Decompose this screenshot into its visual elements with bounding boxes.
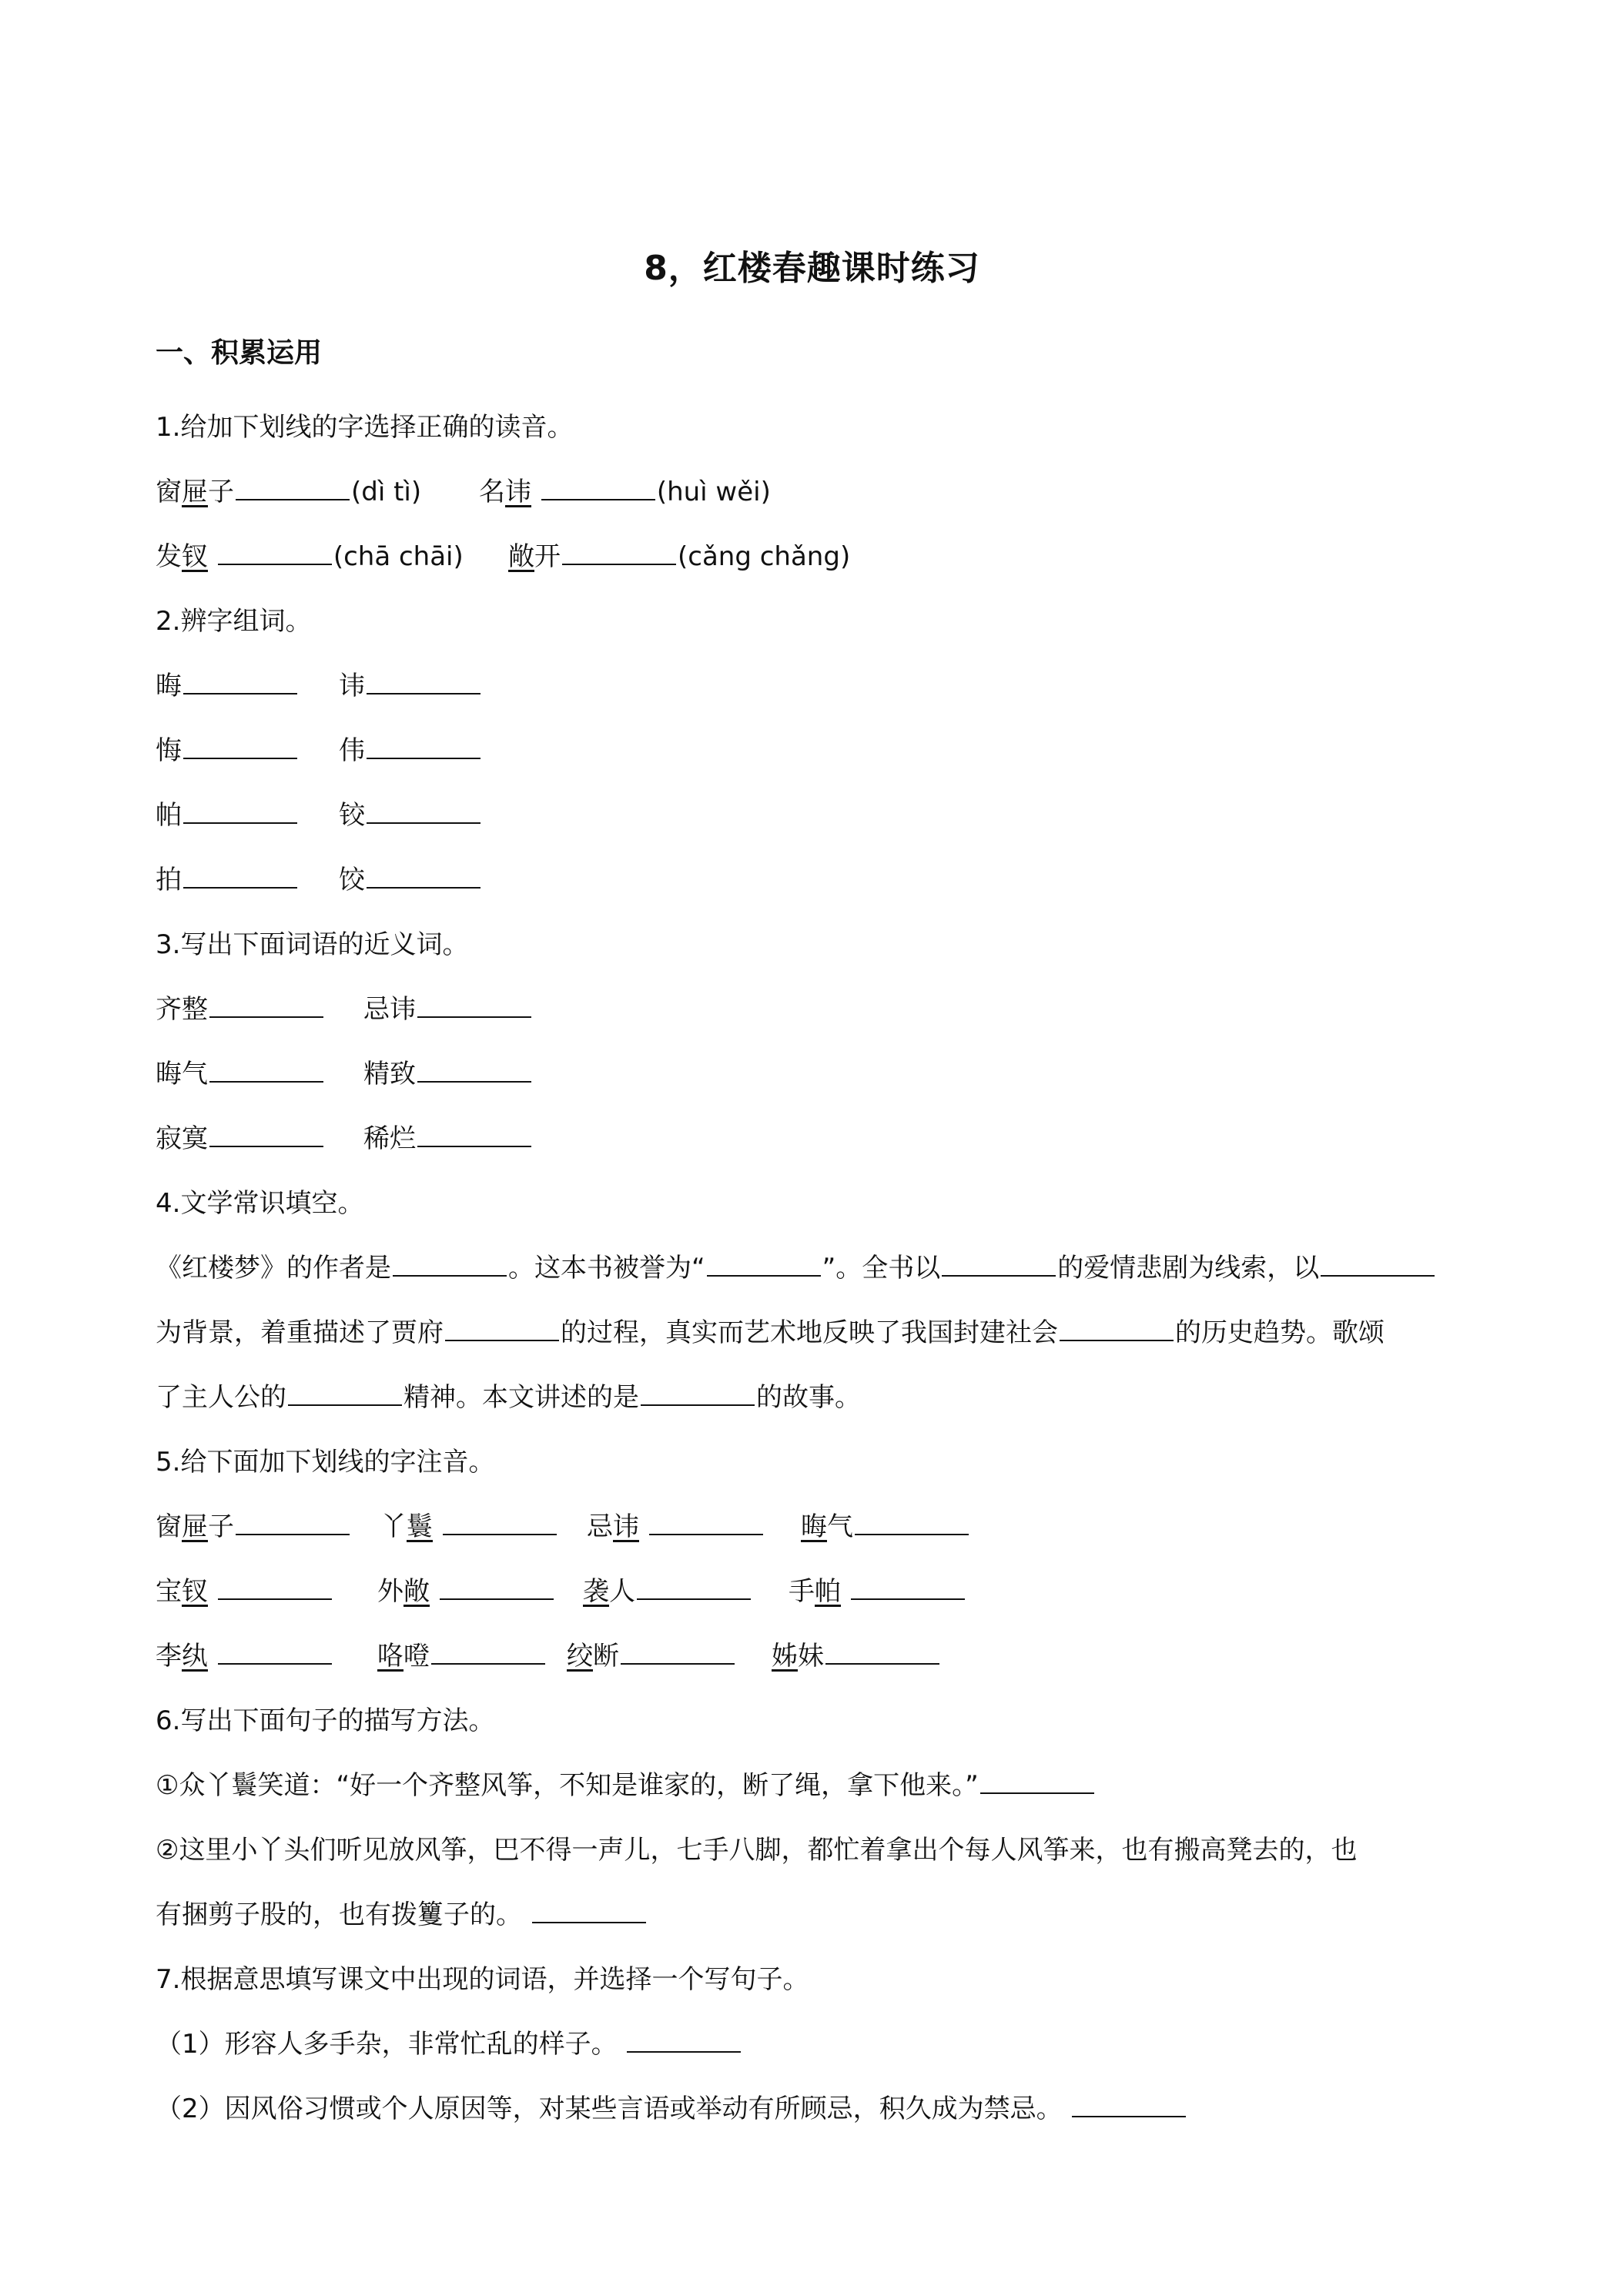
answer-blank[interactable]: [541, 476, 655, 500]
answer-blank[interactable]: [707, 1252, 821, 1277]
q6-sentence-2b: 有捆剪子股的，也有拨籰子的。: [156, 1896, 648, 1934]
q4-prompt: 4.文学常识填空。: [156, 1188, 364, 1219]
answer-blank[interactable]: [443, 1511, 557, 1535]
answer-blank[interactable]: [649, 1511, 763, 1535]
answer-blank[interactable]: [417, 1058, 531, 1083]
q6-prompt: 6.写出下面句子的描写方法。: [156, 1705, 495, 1736]
worksheet-page: 8，红楼春趣课时练习 一、积累运用 1.给加下划线的字选择正确的读音。 窗屉子 (dì tì) 名讳 (huì wěi) 发钗 (chā chāi) 敞开 (cǎng chǎng) 2.辨字组词。 晦 讳 悔 伟 帕 铰 拍 饺 3.写出下面词语的近义词。 齐整 忌讳 晦气 精致 寂寞 稀烂 4.文学常识填空。 《红楼梦》的作者是 。这本书被誉为“ ”。全书以 的爱情悲剧为线索，以 为背景，着重描述了贾府 的过程，真实而艺术地反映了我国封建社会 的历史趋势。歌颂 了主人公的 精神。本文讲述的是 的故事。 5.给下面加下划线的字注音。 窗屉子 丫鬟 忌讳 晦气 宝钗 外敞 袭人 手帕 李纨 咯噔 绞断 姊妹 6.写出下面句子的描写方法。 ①众丫鬟笑道：“好一个齐整风筝，不知是谁家的，断了绳，拿下他来。” ②这里小丫头们听见放风筝，巴不得一声儿，七手八脚，都忙着拿出个每人风筝来，也有搬高凳去的，也 有捆剪子股的，也有拨籰子的。 7.根据意思填写课文中出现的词语，并选择一个写句子。 （1）形容人多手杂，非常忙乱的样子。 （2）因风俗习惯或个人原因等，对某些言语或举动有所顾忌，积久成为禁忌。: [0, 0, 1624, 2296]
q1-item: 名讳 (huì wěi): [479, 477, 771, 507]
q1-prompt: 1.给加下划线的字选择正确的读音。: [156, 412, 574, 443]
answer-blank[interactable]: [367, 864, 481, 889]
q4-line-3: 了主人公的 精神。本文讲述的是 的故事。: [156, 1382, 861, 1413]
answer-blank[interactable]: [532, 1899, 646, 1923]
answer-blank[interactable]: [236, 1511, 350, 1535]
q7-prompt: 7.根据意思填写课文中出现的词语，并选择一个写句子。: [156, 1964, 809, 1995]
section-heading-accumulation: 一、积累运用: [156, 337, 323, 369]
answer-blank[interactable]: [641, 1381, 755, 1406]
answer-blank[interactable]: [621, 1640, 735, 1665]
answer-blank[interactable]: [1321, 1252, 1435, 1277]
answer-blank[interactable]: [218, 1640, 332, 1665]
answer-blank[interactable]: [183, 864, 297, 889]
answer-blank[interactable]: [942, 1252, 1056, 1277]
answer-blank[interactable]: [562, 541, 676, 565]
answer-blank[interactable]: [393, 1252, 507, 1277]
answer-blank[interactable]: [183, 799, 297, 824]
answer-blank[interactable]: [851, 1575, 965, 1600]
answer-blank[interactable]: [209, 993, 323, 1018]
answer-blank[interactable]: [209, 1058, 323, 1083]
q1-item: 发钗 (chā chāi): [156, 541, 464, 572]
answer-blank[interactable]: [209, 1123, 323, 1147]
answer-blank[interactable]: [236, 476, 350, 500]
q4-line-1: 《红楼梦》的作者是 。这本书被誉为“ ”。全书以 的爱情悲剧为线索，以: [156, 1249, 1436, 1287]
answer-blank[interactable]: [417, 993, 531, 1018]
q1-item: 敞开 (cǎng chǎng): [508, 541, 851, 572]
answer-blank[interactable]: [445, 1317, 559, 1341]
answer-blank[interactable]: [1060, 1317, 1174, 1341]
answer-blank[interactable]: [431, 1640, 545, 1665]
q3-prompt: 3.写出下面词语的近义词。: [156, 929, 469, 960]
answer-blank[interactable]: [855, 1511, 969, 1535]
q6-sentence-2a: ②这里小丫头们听见放风筝，巴不得一声儿，七手八脚，都忙着拿出个每人风筝来，也有搬高凳去的，也: [156, 1835, 1358, 1866]
answer-blank[interactable]: [440, 1575, 554, 1600]
q7-item-2: （2）因风俗习惯或个人原因等，对某些言语或举动有所顾忌，积久成为禁忌。: [156, 2090, 1187, 2128]
q2-prompt: 2.辨字组词。: [156, 606, 312, 637]
answer-blank[interactable]: [825, 1640, 939, 1665]
answer-blank[interactable]: [183, 735, 297, 759]
answer-blank[interactable]: [218, 541, 332, 565]
answer-blank[interactable]: [417, 1123, 531, 1147]
answer-blank[interactable]: [980, 1769, 1094, 1794]
q5-prompt: 5.给下面加下划线的字注音。: [156, 1447, 495, 1478]
q1-item: 窗屉子 (dì tì): [156, 477, 422, 507]
q4-line-2: 为背景，着重描述了贾府 的过程，真实而艺术地反映了我国封建社会 的历史趋势。歌颂: [156, 1317, 1385, 1348]
q6-sentence-1: ①众丫鬟笑道：“好一个齐整风筝，不知是谁家的，断了绳，拿下他来。”: [156, 1766, 1096, 1805]
answer-blank[interactable]: [637, 1575, 751, 1600]
answer-blank[interactable]: [367, 799, 481, 824]
q7-item-1: （1）形容人多手杂，非常忙乱的样子。: [156, 2025, 742, 2063]
answer-blank[interactable]: [367, 735, 481, 759]
answer-blank[interactable]: [183, 670, 297, 694]
page-title: 8，红楼春趣课时练习: [644, 249, 980, 288]
answer-blank[interactable]: [288, 1381, 402, 1406]
answer-blank[interactable]: [627, 2028, 741, 2053]
answer-blank[interactable]: [218, 1575, 332, 1600]
answer-blank[interactable]: [367, 670, 481, 694]
answer-blank[interactable]: [1072, 2093, 1186, 2117]
